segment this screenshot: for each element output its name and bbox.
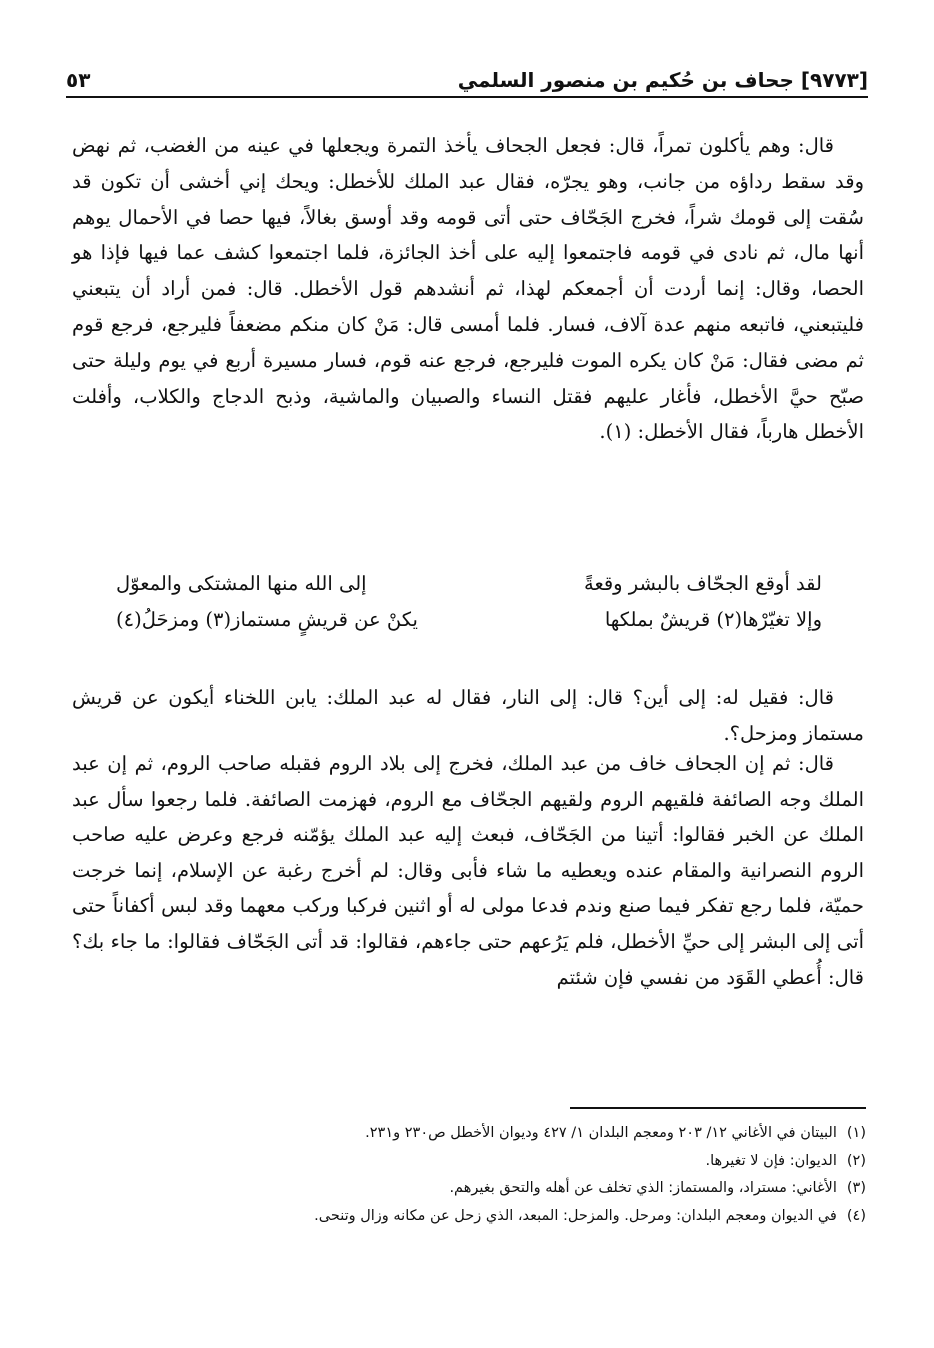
poem-line-1-first-hemistich: لقد أوقع الجحّاف بالبشر وقعةً — [583, 572, 822, 595]
poem-line-2 — [116, 602, 822, 638]
footnote-text: البيتان في الأغاني ١٢/ ٢٠٣ ومعجم البلدان ١/ ٤٢٧ وديوان الأخطل ص٢٣٠ و٢٣١. — [365, 1125, 837, 1141]
poem-line-2-first-hemistich: وإلا تغيّرْها(٢) قريشٌ بملكها — [604, 608, 822, 631]
poem — [116, 566, 822, 638]
poem-line-1 — [116, 566, 822, 602]
footnote-number: (٤) — [846, 1207, 866, 1224]
footnote — [100, 1120, 866, 1148]
footnote-text: الأغاني: مستراد، والمستماز: الذي تخلف عن أهله والتحق بغيرهم. — [449, 1180, 837, 1196]
main-text-3 — [72, 746, 864, 995]
footnote — [100, 1148, 866, 1176]
main-text — [72, 128, 864, 450]
poem-line-2-second-hemistich: يكنْ عن قريشٍ مستماز(٣) ومزحَلُ(٤) — [116, 608, 418, 631]
running-header — [66, 58, 868, 98]
paragraph-3: قال: ثم إن الجحاف خاف من عبد الملك، فخرج إلى بلاد الروم فقبله صاحب الروم، ثم إن عبد الملك وجه الصائفة فلقيهم الروم ولقيهم الجحّاف مع الروم، فهزمت الصائفة. فلما رجعوا سأل عبد الملك عن الخبر فقالوا: أتينا من الجَحّاف، فبعث إليه عبد الملك يؤمّنه فرجع وعرض عليه صاحب الروم النصرانية والمقام عنده ويعطيه ما شاء فأبى وقال: لم أخرج رغبة عن الإسلام، إنما خرجت حميّة، فلما رجع تفكر فيما صنع وندم فدعا مولى له أو اثنين فركبا وركب معهما وقد لبس أكفاناً حتى أتى إلى البشر إلى حيِّ الأخطل، فلم يَرُعهم حتى جاءهم، فقالوا: قد أتى الجَحّاف فقالوا: ما جاء بك؟ قال: أُعطي القَوَد من نفسي فإن شئتم — [72, 752, 864, 989]
footnote-number: (٢) — [846, 1152, 866, 1169]
footnote — [100, 1203, 866, 1231]
footnote-text: الديوان: فإن لا تغيرها. — [705, 1152, 837, 1169]
footnote — [100, 1175, 866, 1203]
footnote-number: (٣) — [846, 1180, 866, 1196]
footnote-text: في الديوان ومعجم البلدان: ومرحل. والمزحل: المبعد، الذي زحل عن مكانه وزال وتنحى. — [314, 1207, 837, 1224]
chapter-title: [٩٧٧٣] جحاف بن حُكيم بن منصور السلمي — [457, 68, 868, 92]
footnote-number: (١) — [846, 1125, 866, 1141]
main-text-2 — [72, 680, 864, 752]
page-number: ٥٣ — [66, 68, 91, 92]
footnote-divider — [570, 1107, 866, 1109]
paragraph-2: قال: فقيل له: إلى أين؟ قال: إلى النار، فقال له عبد الملك: يابن اللخناء أيكون عن قريش مستماز ومزحل؟. — [72, 686, 864, 745]
footnotes — [100, 1120, 866, 1230]
poem-line-1-second-hemistich: إلى الله منها المشتكى والمعوّل — [116, 572, 367, 595]
paragraph-1: قال: وهم يأكلون تمراً، قال: فجعل الجحاف يأخذ التمرة ويجعلها في عينه من الغضب، ثم نهض وقد سقط رداؤه من جانب، وهو يجرّه، فقال عبد الملك للأخطل: ويحك إني أخشى أن تكون قد سُقت إلى قومك شراً، فخرج الجَحّاف حتى أتى قومه وقد أوسق بغالاً، فيها حصا في الأحمال يوهم أنها مال، ثم نادى في قومه فاجتمعوا إليه على أخذ الجائزة، فلما اجتمعوا كشف عما فيها فإذا هو الحصا، وقال: إنما أردت أن أجمعكم لهذا، ثم أنشدهم قول الأخطل. قال: فمن أراد أن يتبعني فليتبعني، فاتبعه منهم عدة آلاف، فسار. فلما أمسى قال: مَنْ كان منكم مضعفاً فليرجع، فرجع قوم ثم مضى فقال: مَنْ كان يكره الموت فليرجع، فرجع عنه قوم، فسار مسيرة أربع في يوم وليلة حتى صبّح حيَّ الأخطل، فأغار عليهم فقتل النساء والصبيان والماشية، وذبح الدجاج والكلاب، وأفلت الأخطل هارباً، فقال الأخطل: (١). — [72, 134, 864, 444]
